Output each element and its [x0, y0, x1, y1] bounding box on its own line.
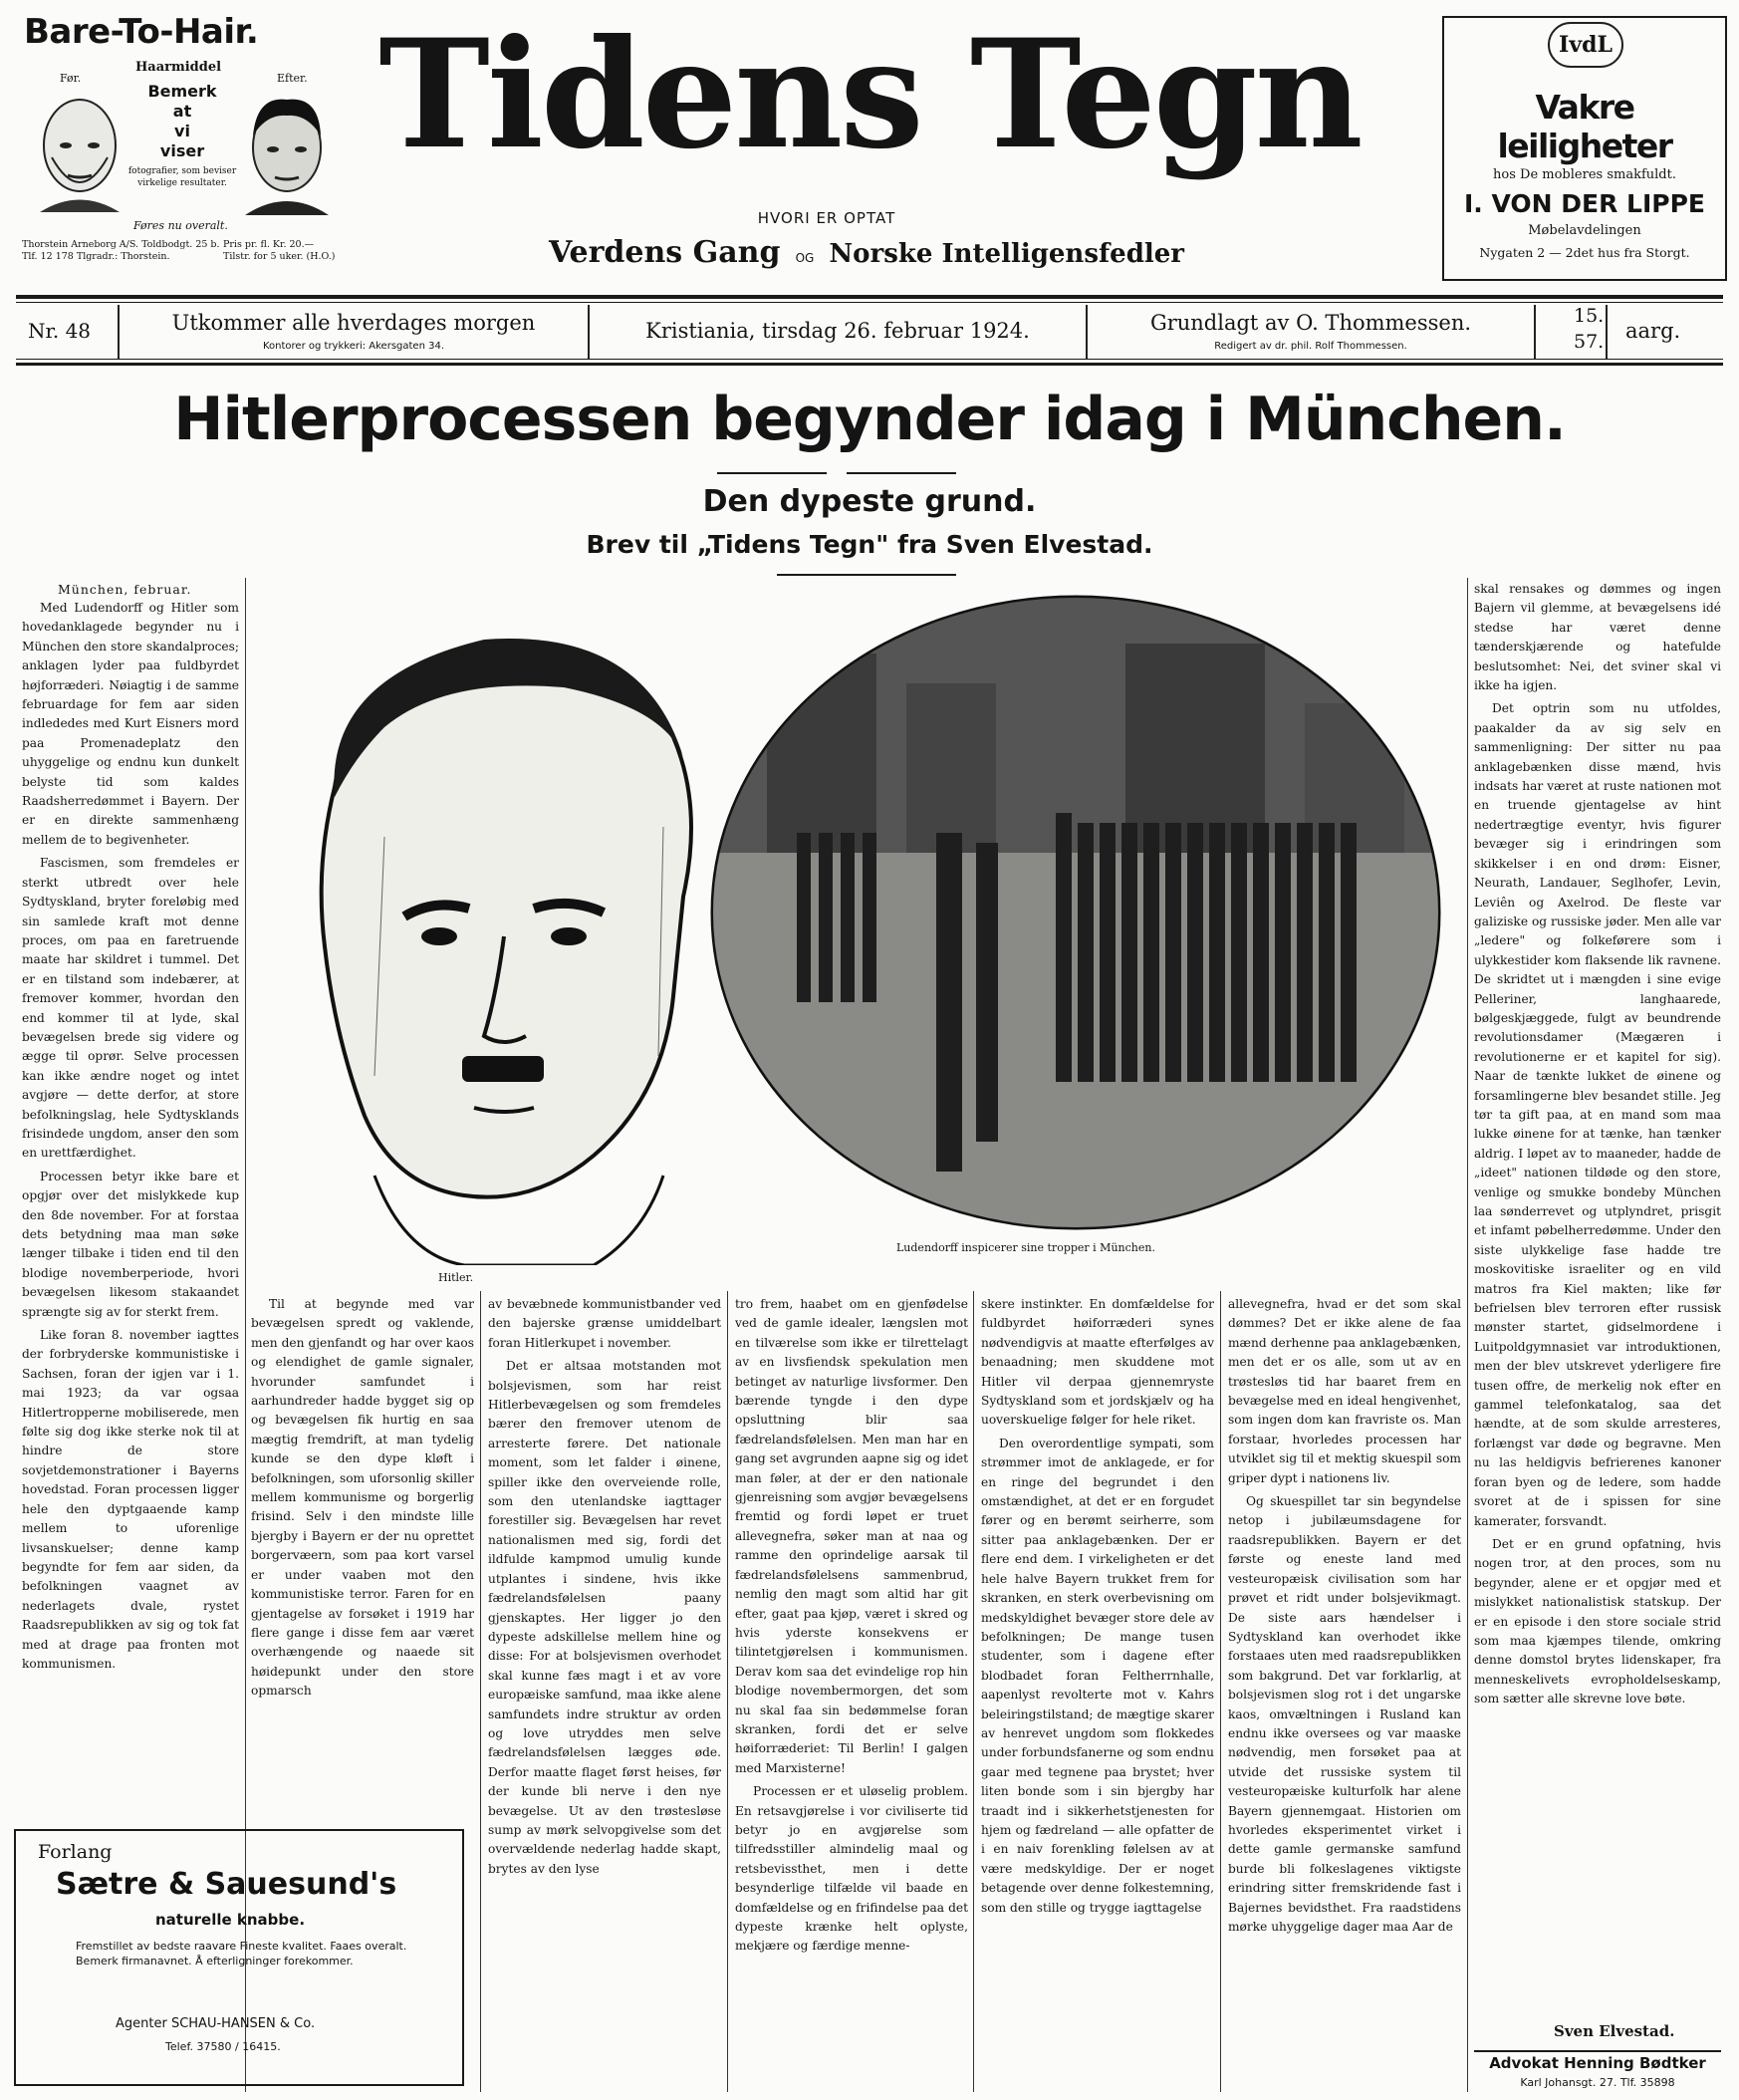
ad-product: Haarmiddel: [135, 60, 222, 75]
year-label: aarg.: [1625, 319, 1681, 343]
headline-byline: Brev til „Tidens Tegn" fra Sven Elvestad.: [586, 530, 1153, 559]
place-date: Kristiania, tirsdag 26. februar 1924.: [645, 319, 1030, 343]
col-b-para-2: Det er altsaa motstanden mot bolsjevismen, som har reist Hitlerbevægelsen og som fremdeles bærer den fremover utenom de arresterte førere. Det nationale moment, som let falder i øinene, spiller ikke den overveiende rolle, som den utenlandske iagttager forestiller sig. Bevægelsen har revet nationalismen med sig, fordi det ildfulde kampmod umulig kunde utplantes i sindene, hvis ikke fædrelandsfølelsen paany gjenskaptes. Her ligger jo den dypeste adskillelse mellem hine og disse: For at bolsjevismen overhodet skal kunne fæs magt i et av vore europæiske samfund, maa ikke alene samfundets indre struktur av orden og love utryddes men selve fædrelandsfølelsen lægges øde. Derfor maatte flaget først heises, før der kunde bli nerve i den nye bevægelse. Ut av den trøstesløse sump av mørk selvopgivelse som det overvældende nederlag hadde skapt, brytes av den lyse: [488, 1359, 721, 1876]
ad-desc: Fremstillet av bedste raavare Fineste kvalitet. Faaes overalt. Bemerk firmanavnet. Å efterligninger forekommer.: [76, 1940, 407, 1968]
masthead-title: Tidens Tegn: [378, 7, 1361, 182]
left-para-3: Processen betyr ikke bare et opgjør over det mislykkede kup den 8de november. For at forstaa dets betydning maa man søke længer tilbake i tiden end til den blodige novemberperiode, hvori bevægelsen likesom stakaandet sprængte sig av for sterkt frem.: [22, 1169, 239, 1319]
ad-agent: Agenter SCHAU-HANSEN & Co.: [116, 2016, 316, 2031]
editor: Redigert av dr. phil. Rolf Thommessen.: [1214, 341, 1407, 352]
col-e-para-1: allevegnefra, hvad er det som skal dømmes? Det er ikke alene de faa mænd derhenne paa anklagebænken, men det er os alle, som ut av en trøstesløs tid har baaret frem en bevægelse med en ideal hengivenhet, som ingen dom kan fravriste os. Man forstaar, hvorledes processen har utviklet sig til et mektig skuespil som griper dypt i nationens liv.: [1228, 1297, 1461, 1485]
left-para-1: Med Ludendorff og Hitler som hovedanklagede begynder nu i München den store skandalproces; anklagen lyder paa fuldbyrdet højforræderi. Nøiagtig i de samme februardage for fem aar siden indlededes med Kurt Eisners mord paa Promenadeplatz den uhyggelige og endnu kun dunkelt belyste tid som kaldes Raadsherredømmet i Bayern. Der er en direkte sammenhæng mellem de to begivenheter.: [22, 601, 239, 847]
article-column-e: [1228, 1295, 1461, 2092]
headline-main: Hitlerprocessen begynder idag i München.: [173, 385, 1566, 454]
ad-note-1: Bemerk: [147, 82, 217, 101]
ad-sold: Føres nu overalt.: [133, 219, 228, 232]
right-para-3: Det er en grund opfatning, hvis nogen tror, at den proces, som nu begynder, alene er et opgjør med et mislykket nationalistisk statskup. Der er en episode i den store sociale strid som maa kjæmpes tilende, omkring denne domstol brytes lidenskaper, fra menneskelivets evropholdelseskamp, som sætter alle skrevne love bøte.: [1474, 1536, 1721, 1706]
article-column-right: [1474, 580, 1721, 2012]
ad-brand: Bare-To-Hair.: [24, 12, 259, 52]
ad-right-line1: hos De mobleres smakfuldt.: [1493, 167, 1676, 182]
masthead-subtitle-small: HVORI ER OPTAT: [757, 209, 896, 227]
headline-sub: Den dypeste grund.: [702, 484, 1037, 519]
article-signature: Sven Elvestad.: [1554, 2022, 1675, 2040]
ad-forlang: Forlang: [38, 1841, 113, 1863]
ad-before-label: Før.: [60, 72, 82, 85]
article-column-b: [488, 1295, 721, 2092]
article-column-a: [251, 1295, 474, 2092]
ad-note-4: viser: [159, 141, 205, 160]
right-para-1: skal rensakes og dømmes og ingen Bajern vil glemme, at bevægelsens idé stedse har været denne tænderskjærende og hatefulde beslutsomhet: Nei, det sviner skal vi ikke ha igjen.: [1474, 582, 1721, 693]
masthead-subtitle-left: Verdens Gang: [548, 235, 781, 270]
masthead-subtitle-right: Norske Intelligensfedler: [829, 239, 1184, 269]
ad-footer-left: Thorstein Arneborg A/S. Toldbodgt. 25 b. Tlf. 12 178 Tlgradr.: Thorstein.: [22, 239, 220, 262]
left-para-2: Fascismen, som fremdeles er sterkt utbredt over hele Sydtyskland, bryter foreløbig med sin samlede kraft mot denne proces, om paa en faretruende maate har skildret i tummel. Det er en tilstand som indebærer, at fremover kommer, hvordan den end kommer til at lyde, skal bevægelsen brede sig videre og ægge til oprør. Selve processen kan ikke ændre noget og intet avgjøre — dette derfor, at store befolkningslag, hele Sydtysklands frisindede ungdom, anser den som en urettfærdighet.: [22, 856, 239, 1161]
publishes: Utkommer alle hverdages morgen: [171, 311, 536, 335]
year-bottom: 57.: [1574, 331, 1605, 353]
ad-right-line3: Nygaten 2 — 2det hus fra Storgt.: [1479, 245, 1690, 260]
col-a-para-1: Til at begynde med var bevægelsen spredt og vaklende, men den gjenfandt og har over kaos og elendighet de gamle signaler, hvorunder samfundet i aarhundreder hadde bygget sig op og bevægelsen fik hurtig en saa mægtig fremdrift, at man tydelig kunde se den dype kløft i befolkningen, som uforsonlig skiller mellem kommunisme og borgerlig frisind. Selv i den mindste lille bjergby i Bayern er der nu oprettet borgervæern, som paa kort varsel er under vaaben mot den kommunistiske terror. Faren for en gjentagelse av forsøket i 1919 har flere gange i disse fem aar været overhængende og naaede sit høidepunkt under den store opmarsch: [251, 1297, 474, 1699]
ad-after-label: Efter.: [277, 72, 308, 85]
col-d-para-1: skere instinkter. En domfældelse for fuldbyrdet høiforræderi synes nødvendigvis at maatte efterfølges av benaadning; men skuddene mot Hitler vil derpaa gjennemryste Sydtyskland som et jordskjælv og ha uoverskuelige følger for hele riket.: [981, 1297, 1214, 1428]
masthead-subtitle-og: OG: [795, 251, 815, 265]
ad-advokat-address: Karl Johansgt. 27. Tlf. 35898: [1520, 2076, 1675, 2089]
ad-footer-right: Pris pr. fl. Kr. 20.— Tilstr. for 5 uker. (H.O.): [223, 239, 336, 262]
year-top: 15.: [1574, 305, 1605, 327]
ad-note-2: at: [172, 102, 192, 121]
col-e-para-2: Og skuespillet tar sin begyndelse netop i jubilæumsdagene for raadsrepublikken. Bayern er det første og eneste land med vesteuropæisk civilisation som har prøvet et ridt under bolsjevikmagt. De siste aars hændelser i Sydtyskland kan overhodet ikke forstaaes uten med raadsrepublikken som bakgrund. Det var forklarlig, at bolsjevismen slog rot i det ungarske kaos, omvæltningen i Rusland kan endnu ikke oversees og var maaske nødvendig, men forsøket paa at utvide det russiske system til vesteuropæiske kulturfolk har alene Bayern gjennemgaat. Historien om hvorledes eksperimentet virket i dette gamle germanske samfund burde bli folkeslagenes viktigste erindring sitter fremskridende fast i Bajernes bevidsthet. Fra raadstidens mørke uhyggelige dager maa Aar de: [1228, 1494, 1461, 1934]
haired-face-icon: [237, 88, 337, 217]
ad-note-3: vi: [174, 122, 190, 140]
bald-face-icon: [30, 88, 129, 217]
ad-emblem: IvdL: [1548, 22, 1623, 68]
col-c-para-1: tro frem, haabet om en gjenfødelse ved de gamle idealer, længslen mot en tilværelse som ikke er tilrettelagt av en livsfiendsk spekulation men betinget av naturlige livsformer. Den bærende tyngde i den dype opsluttning blir saa fædrelandsfølelsen. Men man har en gang set avgrunden aapne sig og idet man føler, at der er den nationale gjenreisning som avgjør bevægelsens fremtid og fordi løpet er truet allevegnefra, søker man at naa og ramme den oprindelige aarsak til fædrelandsfølelsens sammenbrud, nemlig den magt som altid har git efter, gaat paa kjøp, været i skred og hvis yderste konsekvens er tilintetgjørelsen i kommunismen. Derav kom saa det evindelige rop hin blodige novembermorgen, det som nu skal faa sin bedømmelse foran skranken, fordi det er selve høiforræderiet: Til Berlin! I galgen med Marxisterne!: [735, 1297, 968, 1775]
ludendorff-troops-photo-icon: [707, 594, 1444, 1231]
ad-right-name: I. VON DER LIPPE: [1463, 189, 1706, 218]
article-dateline: München, februar.: [58, 582, 192, 597]
col-d-para-2: Den overordentlige sympati, som strømmer imot de anklagede, er for en ringe del begrundet i den omstændighet, at det er en forgudet fører og en berømt seirherre, som sitter paa anklagebænken. Der er flere end dem. I virkeligheten er det hele halve Bayern trukket frem for skranken, en sterk overbevisning om medskyldighet bevæger store dele av befolkningen; De mange tusen studenter, som i dagene efter blodbadet foran Feltherrnhalle, aapenlyst revolterte mot v. Kahrs beleiringstilstand; de mægtige skarer av henrevet ungdom som flokkedes under forbundsfanerne og som endnu gaar med tegnene paa brystet; hver liten bonde som i sin bjergby har traadt ind i sikkerhetstjenesten for hjem og fædreland — alle opfatter de i en naiv forenkling følelsen av at være medskyldige. Der er noget betagende over denne folkestemning, som den stille og trygge iagttagelse: [981, 1436, 1214, 1915]
ad-product-knabbe: naturelle knabbe.: [155, 1911, 306, 1929]
ad-brand-saetre: Sætre & Sauesund's: [56, 1867, 397, 1902]
right-para-2: Det optrin som nu utfoldes, paakalder da av sig selv en sammenligning: Der sitter nu paa anklagebænken disse mænd, hvis indsats har været at ruste nationen mot en truende gjentagelse av hint nedertrægtige eventyr, hvis figurer bevæger sig i erindringen som skikkelser i en ond drøm: Eisner, Neurath, Landauer, Seglhofer, Levin, Leviên og Axelrod. De fleste var galiziske og russiske jøder. Men alle var „ledere" og folkeførere som i ulykkestider kom flaksende lik ravnene. De skridtet ut i mængden i sine evige Pelleriner, langhaarede, bølgeskjæggede, fulgt av beundrende revolutionsdamer (Mægæren i revolutionerne er et kapitel for sig). Naar de tænkte lukket de øinene og forsamlingerne blev besandet stille. Jeg tør ta gift paa, at en mand som maa lukke øinene for at tænke, han tænker aldrig. I løpet av to maaneder, hadde de „ideet" nationen tildøde og den store, venlige og smukke bondeby München laa sønderrevet og utplyndret, prisgit et infamt pøbelherredømme. Under den siste ulykkelige fase hadde tre moskovitiske israeliter og en vild matros fra Kiel makten; like før befrielsen blev terroren efter russisk mønster startet, gidselmordene i Luitpoldgymnasiet var introduktionen, men der blev utskrevet yderligere fire tusen offre, de merkelig nok efter en gammel telefonkatalog, saa det hændte, at de som skulde arresteres, forlængst var døde og begravne. Men nu las heldigvis befrierenes kanoner foran byen og de ledere, som hadde svoret at de i spissen for sine kamerater, forsvandt.: [1474, 701, 1721, 1528]
ad-right-line2: Møbelavdelingen: [1528, 223, 1641, 238]
left-para-4: Like foran 8. november iagttes der forbryderske kommunistiske i Sachsen, foran der igjen var i 1. mai 1923; da var ogsaa Hitlertropperne mobiliserede, men følte sig dog ikke sterke nok til at hindre de store sovjetdemonstrationer i Bayerns hovedstad. Foran processen ligger hele den dyptgaaende kamp mellem to uforenlige livsanskuelser; denne kamp begyndte for fem aar siden, da befolkningen vaagnet av nederlagets dvale, rystet Raadsrepublikken av sig og tok fat med at drage paa fronten mot kommunismen.: [22, 1328, 239, 1671]
col-c-para-2: Processen er et uløselig problem. En retsavgjørelse i vor civiliserte tid betyr jo en avgjørelse som tilfredsstiller almindelig maal og retsbevissthet, men i dette besynderlige tilfælde vil baade en domfældelse og en frifindelse paa det dypeste krænke helt oplyste, mekjære og færdige menne-: [735, 1784, 968, 1954]
hitler-portrait-icon: [265, 618, 743, 1265]
article-column-left: [22, 580, 239, 1821]
ad-bare-to-hair: [16, 12, 345, 279]
offices: Kontorer og trykkeri: Akersgaten 34.: [262, 341, 445, 352]
col-b-para-1: av bevæbnede kommunistbander ved den bajerske grænse umiddelbart foran Hitlerkupet i november.: [488, 1297, 721, 1350]
issue-number: Nr. 48: [28, 319, 92, 343]
article-column-c: [735, 1295, 968, 2092]
portrait-caption: Hitler.: [438, 1271, 474, 1284]
ad-von-der-lippe: [1442, 16, 1727, 281]
photo-caption: Ludendorff inspicerer sine tropper i München.: [896, 1241, 1155, 1254]
founder: Grundlagt av O. Thommessen.: [1149, 311, 1472, 335]
ad-phone: Telef. 37580 / 16415.: [165, 2040, 281, 2053]
ad-right-headline: Vakre leiligheter: [1497, 88, 1672, 165]
article-column-d: [981, 1295, 1214, 2092]
ad-advokat-name: Advokat Henning Bødtker: [1489, 2054, 1706, 2072]
ad-note-small: fotografier, som beviser virkelige resultater.: [127, 166, 237, 188]
